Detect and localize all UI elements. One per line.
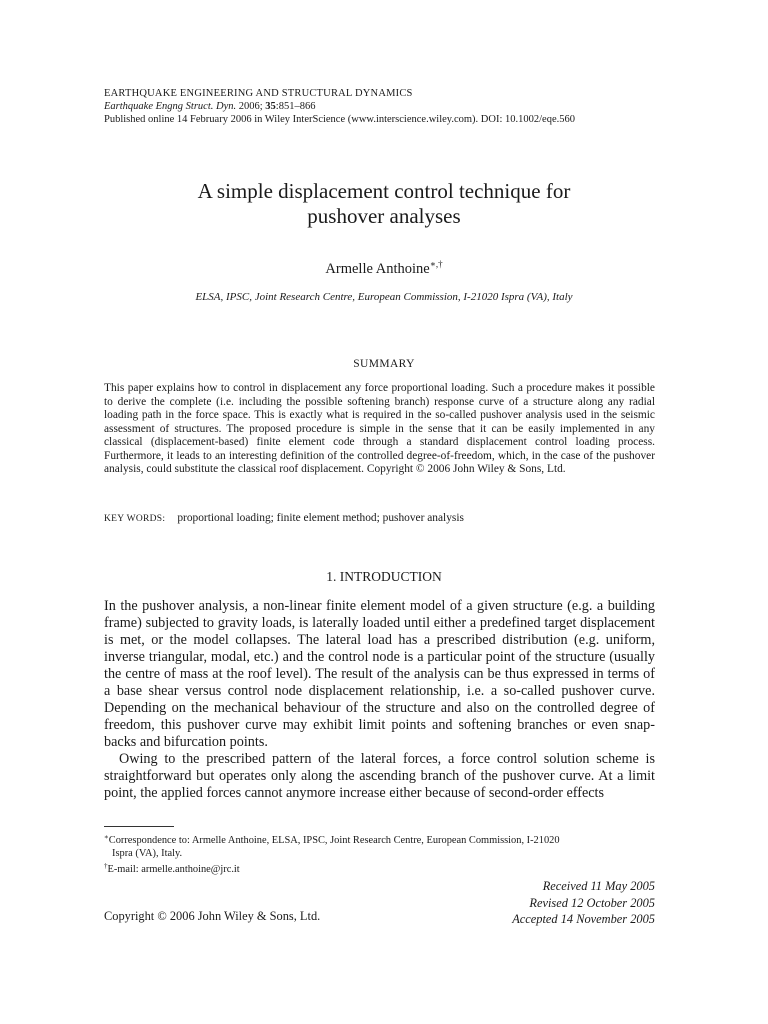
- title-line-1: A simple displacement control technique for: [197, 179, 571, 203]
- paper-title: [104, 179, 664, 229]
- paragraph-1: In the pushover analysis, a non-linear finite element model of a given structure (e.g. a building frame) subjected to gravity loads, is laterally loaded until either a predefined target displacement is met, or the model collapses. The lateral load has a prescribed distribution (e.g. uniform, inverse triangular, modal, etc.) and the control node is a particular point of the structure (usually the centre of mass at the roof level). The result of the analysis can be thus expressed in terms of a base shear versus control node displacement relationship, i.e. a so-called pushover curve. Depending on the mechanical behaviour of the structure and also on the controlled degree of freedom, this pushover curve may exhibit limit points and softening branches or even snap-backs and bifurcation points.: [104, 598, 655, 750]
- footnotes: [104, 831, 655, 877]
- published-line: Published online 14 February 2006 in Wiley InterScience (www.interscience.wiley.com). DOI: 10.1002/eqe.560: [104, 114, 575, 125]
- journal-header: [104, 87, 575, 126]
- submission-dates: [512, 878, 655, 928]
- date-received: Received 11 May 2005: [542, 879, 655, 893]
- correspondence-text: Correspondence to: Armelle Anthoine, ELSA, IPSC, Joint Research Centre, European Commission, I-21020: [108, 835, 560, 846]
- summary-heading: SUMMARY: [353, 358, 415, 370]
- copyright-notice: Copyright © 2006 John Wiley & Sons, Ltd.: [104, 909, 321, 923]
- affiliation: ELSA, IPSC, Joint Research Centre, European Commission, I-21020 Ispra (VA), Italy: [195, 291, 573, 303]
- author-name: Armelle Anthoine: [325, 261, 430, 277]
- footnote-correspondence-cont: Ispra (VA), Italy.: [112, 847, 183, 859]
- footnote-mark-asterisk: ∗: [104, 833, 109, 841]
- footnote-correspondence: [104, 831, 655, 848]
- citation-year: 2006;: [236, 101, 266, 112]
- citation-volume: 35: [265, 101, 276, 112]
- author-footnote-marks: ∗,†: [429, 259, 443, 269]
- citation-journal: Earthquake Engng Struct. Dyn.: [104, 101, 237, 112]
- body-text: [104, 598, 655, 802]
- title-line-2: pushover analyses: [307, 204, 461, 228]
- date-revised: Revised 12 October 2005: [529, 895, 655, 910]
- date-accepted: Accepted 14 November 2005: [512, 912, 655, 926]
- citation-line: [104, 100, 575, 113]
- keywords-label: KEY WORDS:: [104, 514, 166, 524]
- email-text: E-mail: armelle.anthoine@jrc.it: [107, 864, 240, 876]
- section-heading: 1. INTRODUCTION: [326, 569, 442, 584]
- paragraph-2: Owing to the prescribed pattern of the lateral forces, a force control solution scheme is straightforward but operates only along the ascending branch of the pushover curve. At a limit point, the applied forces cannot anymore increase either because of second-order effects: [104, 751, 655, 801]
- footnote-mark-dagger: †: [104, 862, 108, 871]
- journal-name: EARTHQUAKE ENGINEERING AND STRUCTURAL DYNAMICS: [104, 88, 413, 99]
- keywords-text: proportional loading; finite element method; pushover analysis: [177, 512, 464, 524]
- author-line: [104, 259, 664, 278]
- keywords: [104, 512, 464, 524]
- abstract-text: This paper explains how to control in displacement any force proportional loading. Such a procedure makes it possible to derive the complete (i.e. including the possible softening branch) response curve of a structure along any radial loading path in the force space. This is exactly what is required in the so-called pushover analysis used in the seismic assessment of structures. The proposed procedure is simple in the sense that it can be easily implemented in any classical (displacement-based) finite element code through a standard displacement control loading process. Furthermore, it leads to an interesting definition of the controlled degree-of-freedom, which, in the case of the pushover analysis, could substitute the classical roof displacement. Copyright © 2006 John Wiley & Sons, Ltd.: [104, 382, 655, 475]
- citation-pages: :851–866: [275, 101, 316, 112]
- footnote-email: [104, 860, 655, 877]
- footnote-rule: [104, 826, 174, 827]
